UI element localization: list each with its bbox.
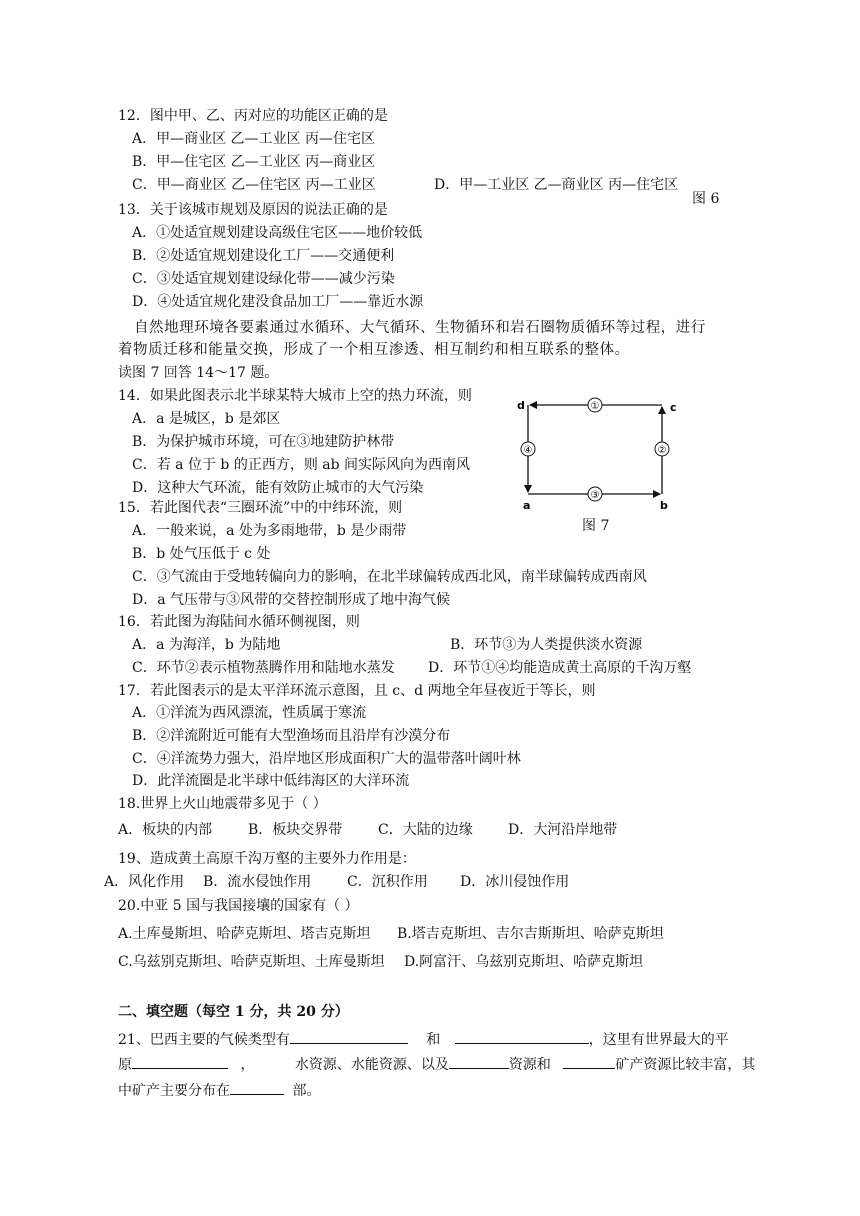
fig7-caption: 图 7: [582, 518, 610, 534]
fig6-caption: 图 6: [692, 191, 720, 207]
q21-text-6: 水资源、水能资源、以及: [294, 1057, 449, 1073]
svg-text:④: ④: [523, 445, 533, 456]
q14-option-d: D．这种大气环流，能有效防止城市的大气污染: [132, 480, 424, 496]
q12-option-d: D．甲—工业区 乙—商业区 丙—住宅区: [434, 177, 679, 193]
q21-text-2: 和: [426, 1032, 441, 1048]
q14-option-b: B．为保护城市环境，可在③地建防护林带: [132, 434, 395, 450]
q16-option-b: B．环节③为人类提供淡水资源: [450, 637, 643, 653]
q18-option-a: A．板块的内部: [118, 822, 213, 838]
circled-number-1: [588, 398, 602, 412]
section-2-title: 二、填空题（每空 1 分，共 20 分）: [118, 1004, 349, 1020]
q15-option-a: A．一般来说，a 处为多雨地带，b 是少雨带: [132, 523, 407, 539]
blank-resource-1[interactable]: [449, 1054, 509, 1069]
label-b: b: [660, 499, 668, 512]
q14-stem: 14．如果此图表示北半球某特大城市上空的热力环流，则: [118, 388, 472, 404]
svg-text:②: ②: [657, 445, 667, 456]
q18-option-d: D．大河沿岸地带: [508, 822, 618, 838]
circled-number-3: [588, 487, 602, 501]
q18-option-c: C．大陆的边缘: [378, 822, 473, 838]
q17-option-c: C．④洋流势力强大，沿岸地区形成面积广大的温带落叶阔叶林: [132, 751, 521, 767]
circled-number-2: [655, 442, 669, 456]
q13-stem: 13．关于该城市规划及原因的说法正确的是: [118, 202, 388, 218]
q20-option-a: A.土库曼斯坦、哈萨克斯坦、塔吉克斯坦: [118, 926, 371, 942]
q12-option-a: A．甲—商业区 乙—工业区 丙—住宅区: [132, 131, 376, 147]
q16-option-c: C．环节②表示植物蒸腾作用和陆地水蒸发: [132, 660, 395, 676]
intro-line-1: 自然地理环境各要素通过水循环、大气循环、生物循环和岩石圈物质循环等过程，进行: [134, 320, 706, 336]
q12-option-c: C．甲—商业区 乙—住宅区 丙—工业区: [132, 177, 376, 193]
q16-option-d: D．环节①④均能造成黄土高原的千沟万壑: [428, 660, 692, 676]
q21-text-1: 21、巴西主要的气候类型有: [118, 1032, 290, 1048]
q14-option-c: C．若 a 位于 b 的正西方，则 ab 间实际风向为西南风: [132, 457, 471, 473]
q14-option-a: A．a 是城区，b 是郊区: [132, 411, 281, 427]
q21-text-3: ，这里有世界最大的平: [588, 1032, 729, 1048]
q20-option-d: D.阿富汗、乌兹别克斯坦、哈萨克斯坦: [404, 954, 644, 970]
q12-stem: 12．图中甲、乙、丙对应的功能区正确的是: [118, 108, 388, 124]
q20-stem: 20.中亚 5 国与我国接壤的国家有（ ）: [118, 898, 359, 914]
q17-option-a: A．①洋流为西风漂流，性质属于寒流: [132, 705, 367, 721]
q20-option-b: B.塔吉克斯坦、吉尔吉斯斯坦、哈萨克斯坦: [397, 926, 664, 942]
figure-7-diagram: [514, 392, 684, 512]
q21-text-5: ，: [240, 1057, 255, 1073]
q17-option-b: B．②洋流附近可能有大型渔场而且沿岸有沙漠分布: [132, 728, 451, 744]
q15-option-b: B．b 处气压低于 c 处: [132, 546, 271, 562]
q13-option-b: B．②处适宜规划建设化工厂——交通便利: [132, 248, 395, 264]
intro-line-2: 着物质迁移和能量交换，形成了一个相互渗透、相互制约和相互联系的整体。: [118, 342, 630, 358]
q21-text-9: 中矿产主要分布在: [118, 1083, 230, 1099]
circled-number-4: [521, 442, 535, 456]
q21-text-4: 原: [118, 1057, 132, 1073]
q21-line-2: [118, 1054, 755, 1074]
q21-text-8: 矿产资源比较丰富，其: [615, 1057, 756, 1073]
q20-option-c: C.乌兹别克斯坦、哈萨克斯坦、土库曼斯坦: [118, 954, 385, 970]
q19-option-c: C．沉积作用: [347, 874, 428, 890]
q13-option-d: D．④处适宜规化建没食品加工厂——靠近水源: [132, 294, 424, 310]
q21-text-10: 部。: [292, 1083, 321, 1099]
q19-option-a: A．风化作用: [104, 874, 185, 890]
q15-option-d: D．a 气压带与③风带的交替控制形成了地中海气候: [132, 592, 451, 608]
q13-option-a: A．①处适宜规划建设高级住宅区——地价较低: [132, 225, 423, 241]
q19-stem: 19、造成黄土高原千沟万壑的主要外力作用是：: [118, 851, 416, 867]
q13-option-c: C．③处适宜规划建设绿化带——减少污染: [132, 271, 395, 287]
q21-line-3: [118, 1080, 320, 1100]
blank-climate-2[interactable]: [455, 1029, 589, 1044]
svg-text:①: ①: [590, 401, 600, 412]
svg-text:③: ③: [590, 490, 600, 501]
blank-plain[interactable]: [132, 1054, 228, 1069]
q19-option-b: B．流水侵蚀作用: [203, 874, 312, 890]
intro-line-3: 读图 7 回答 14～17 题。: [118, 365, 279, 381]
q16-option-a: A．a 为海洋，b 为陆地: [132, 637, 281, 653]
blank-region[interactable]: [230, 1080, 284, 1095]
label-d: d: [517, 399, 525, 412]
blank-climate-1[interactable]: [290, 1029, 408, 1044]
q17-option-d: D．此洋流圈是北半球中低纬海区的大洋环流: [132, 773, 410, 789]
q15-option-c: C．③气流由于受地转偏向力的影响，在北半球偏转成西北风，南半球偏转成西南风: [132, 569, 647, 585]
blank-resource-2[interactable]: [563, 1054, 615, 1069]
q17-stem: 17．若此图表示的是太平洋环流示意图，且 c、d 两地全年昼夜近于等长，则: [118, 683, 596, 699]
label-c: c: [670, 401, 677, 414]
q18-option-b: B．板块交界带: [248, 822, 343, 838]
q12-option-b: B．甲—住宅区 乙—工业区 丙—商业区: [132, 154, 376, 170]
q21-line-1: [118, 1029, 729, 1049]
q19-option-d: D．冰川侵蚀作用: [460, 874, 570, 890]
q21-text-7: 资源和: [508, 1057, 551, 1073]
q15-stem: 15．若此图代表“三圈环流”中的中纬环流，则: [118, 500, 403, 516]
q16-stem: 16．若此图为海陆间水循环侧视图，则: [118, 614, 360, 630]
q18-stem: 18.世界上火山地震带多见于（ ）: [118, 796, 327, 812]
label-a: a: [523, 499, 531, 512]
